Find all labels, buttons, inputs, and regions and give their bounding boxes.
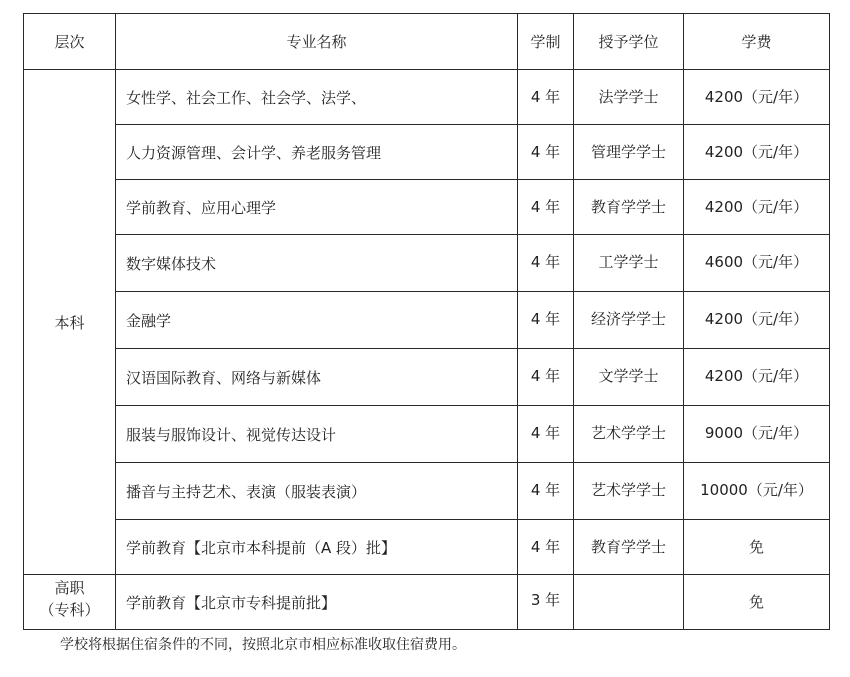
table-row <box>24 520 830 575</box>
level-vocational-line2: （专科） <box>39 601 100 619</box>
fee-cell: 4200（元/年） <box>684 125 830 180</box>
major-cell: 播音与主持艺术、表演（服装表演） <box>116 463 518 520</box>
table-row <box>24 292 830 349</box>
header-degree: 授予学位 <box>574 14 684 70</box>
years-cell: 4 年 <box>518 520 574 575</box>
level-vocational-line1: 高职 <box>54 579 85 597</box>
years-cell: 3 年 <box>518 575 574 630</box>
table-row <box>24 349 830 406</box>
degree-cell: 法学学士 <box>574 70 684 125</box>
header-fee: 学费 <box>684 14 830 70</box>
fee-cell: 免 <box>684 575 830 630</box>
table-row <box>24 463 830 520</box>
degree-cell: 艺术学学士 <box>574 406 684 463</box>
table-row <box>24 575 830 630</box>
fee-cell: 4600（元/年） <box>684 235 830 292</box>
header-row <box>24 14 830 70</box>
degree-cell: 工学学士 <box>574 235 684 292</box>
years-cell: 4 年 <box>518 463 574 520</box>
fee-cell: 免 <box>684 520 830 575</box>
fee-cell: 9000（元/年） <box>684 406 830 463</box>
major-cell: 女性学、社会工作、社会学、法学、 <box>116 70 518 125</box>
years-cell: 4 年 <box>518 406 574 463</box>
tuition-table <box>23 13 830 630</box>
degree-cell: 经济学学士 <box>574 292 684 349</box>
degree-cell: 管理学学士 <box>574 125 684 180</box>
fee-cell: 10000（元/年） <box>684 463 830 520</box>
fee-cell: 4200（元/年） <box>684 292 830 349</box>
table-row <box>24 125 830 180</box>
header-years: 学制 <box>518 14 574 70</box>
table-row <box>24 235 830 292</box>
fee-cell: 4200（元/年） <box>684 70 830 125</box>
major-cell: 服装与服饰设计、视觉传达设计 <box>116 406 518 463</box>
fee-cell: 4200（元/年） <box>684 349 830 406</box>
major-cell: 金融学 <box>116 292 518 349</box>
degree-cell: 教育学学士 <box>574 180 684 235</box>
table-row <box>24 70 830 125</box>
years-cell: 4 年 <box>518 235 574 292</box>
years-cell: 4 年 <box>518 125 574 180</box>
major-cell: 汉语国际教育、网络与新媒体 <box>116 349 518 406</box>
degree-cell: 艺术学学士 <box>574 463 684 520</box>
fee-cell: 4200（元/年） <box>684 180 830 235</box>
degree-cell <box>574 575 684 630</box>
degree-cell: 教育学学士 <box>574 520 684 575</box>
major-cell: 学前教育【北京市本科提前（A 段）批】 <box>116 520 518 575</box>
major-cell: 学前教育、应用心理学 <box>116 180 518 235</box>
major-cell: 人力资源管理、会计学、养老服务管理 <box>116 125 518 180</box>
years-cell: 4 年 <box>518 292 574 349</box>
level-undergrad: 本科 <box>24 70 116 575</box>
degree-cell: 文学学士 <box>574 349 684 406</box>
header-level: 层次 <box>24 14 116 70</box>
level-vocational <box>24 575 116 630</box>
years-cell: 4 年 <box>518 70 574 125</box>
years-cell: 4 年 <box>518 349 574 406</box>
header-major: 专业名称 <box>116 14 518 70</box>
table-row <box>24 406 830 463</box>
major-cell: 学前教育【北京市专科提前批】 <box>116 575 518 630</box>
table-row <box>24 180 830 235</box>
years-cell: 4 年 <box>518 180 574 235</box>
accommodation-note: 学校将根据住宿条件的不同，按照北京市相应标准收取住宿费用。 <box>60 637 466 653</box>
major-cell: 数字媒体技术 <box>116 235 518 292</box>
